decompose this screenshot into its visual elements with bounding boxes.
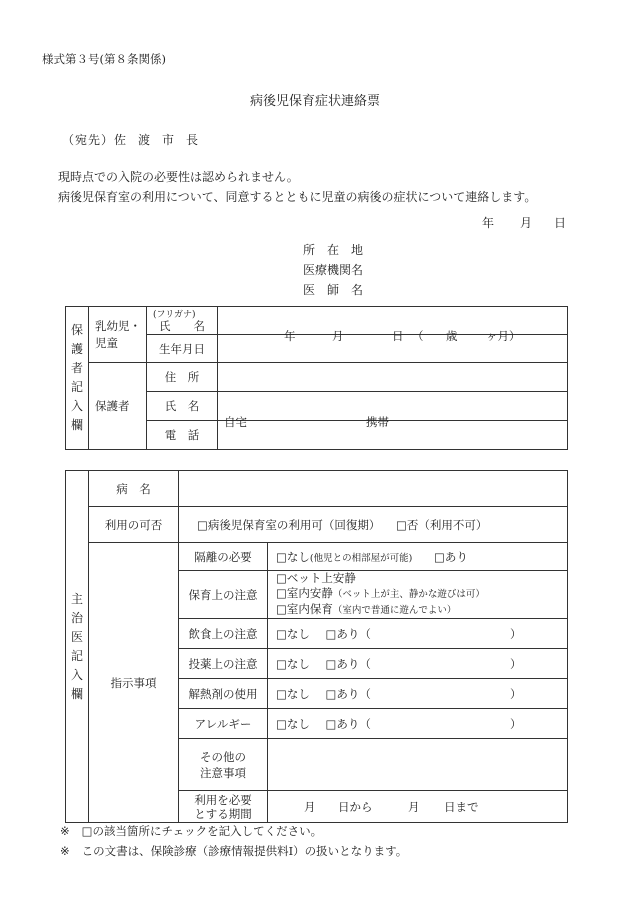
- guardian-name-field[interactable]: [218, 392, 568, 421]
- care-option-bed-rest[interactable]: □ベット上安静: [276, 571, 356, 585]
- care-option-indoor-rest[interactable]: □室内安静（ベット上が主、静かな遊びは可）: [276, 586, 485, 600]
- antipyretic-yes-checkbox[interactable]: □あり（: [325, 686, 371, 701]
- address-field[interactable]: [218, 363, 568, 392]
- isolation-options: [268, 543, 568, 571]
- isolation-label: 隔離の必要: [179, 543, 268, 571]
- addressee-name: 佐渡市長: [114, 133, 211, 147]
- document-title: 病後児保育症状連絡票: [249, 94, 380, 109]
- birthdate-field[interactable]: 年 月 日 （ 歳 ヶ月）: [218, 335, 568, 363]
- usability-ok-checkbox[interactable]: □病後児保育室の利用可（回復期）: [197, 517, 381, 532]
- allergy-none-checkbox[interactable]: □なし: [276, 716, 310, 731]
- diet-none-checkbox[interactable]: □なし: [276, 626, 310, 641]
- address-label: 住 所: [147, 363, 218, 392]
- institution-label: 医療機関名: [303, 263, 364, 277]
- antipyretic-label: 解熱剤の使用: [179, 679, 268, 709]
- form-number: 様式第３号(第８条関係): [42, 52, 166, 66]
- medication-yes-checkbox[interactable]: □あり（: [325, 656, 371, 671]
- other-notes-field[interactable]: [268, 739, 568, 791]
- period-field[interactable]: 月 日から 月 日まで: [268, 791, 568, 823]
- antipyretic-none-checkbox[interactable]: □なし: [276, 686, 310, 701]
- disease-label: 病 名: [89, 471, 179, 507]
- phone-field[interactable]: [218, 415, 568, 450]
- child-label: 乳幼児・児童: [89, 307, 147, 363]
- diet-options: □なし □あり（ ）: [268, 619, 568, 649]
- location-label: 所 在 地: [303, 243, 364, 257]
- allergy-label: アレルギー: [179, 709, 268, 739]
- birthdate-label: 生年月日: [147, 335, 218, 363]
- allergy-options: □なし □あり（ ）: [268, 709, 568, 739]
- other-notes-label: その他の 注意事項: [179, 739, 268, 791]
- medication-none-checkbox[interactable]: □なし: [276, 656, 310, 671]
- isolation-none-checkbox[interactable]: □なし: [276, 549, 310, 564]
- mobile-phone-label: 携帯: [366, 415, 389, 429]
- antipyretic-options: □なし □あり（ ）: [268, 679, 568, 709]
- care-label: 保育上の注意: [179, 571, 268, 619]
- guardian-label: 保護者: [89, 363, 147, 450]
- guardian-section-label: 保 護 者 記 入 欄: [66, 307, 89, 450]
- isolation-none-note: (他児との相部屋が可能): [309, 552, 413, 564]
- medication-label: 投薬上の注意: [179, 649, 268, 679]
- doctor-section-label: 主 治 医 記 入 欄: [66, 471, 89, 823]
- child-name-label: (フリガナ) 氏 名: [147, 307, 218, 335]
- allergy-yes-checkbox[interactable]: □あり（: [325, 716, 371, 731]
- home-phone-label: 自宅: [224, 415, 247, 429]
- issue-date: [482, 214, 566, 231]
- disease-field[interactable]: [179, 471, 568, 507]
- care-options: [268, 571, 568, 619]
- phone-label: 電 話: [147, 421, 218, 450]
- guardian-name-label: 氏 名: [147, 392, 218, 421]
- statement-line-2: 病後児保育室の利用について、同意するとともに児童の病後の症状について連絡します。: [58, 190, 537, 204]
- doctor-table: [65, 470, 568, 823]
- doctor-label: 医 師 名: [303, 283, 364, 297]
- instruction-label: 指示事項: [89, 543, 179, 823]
- usability-label: 利用の可否: [89, 507, 179, 543]
- date-year-label: 年: [482, 216, 495, 230]
- guardian-table: [65, 306, 568, 450]
- date-month-label: 月: [520, 216, 533, 230]
- period-label: 利用を必要 とする期間: [179, 791, 268, 823]
- care-option-indoor-care[interactable]: □室内保育（室内で普通に遊んでよい）: [276, 602, 457, 616]
- diet-label: 飲食上の注意: [179, 619, 268, 649]
- diet-yes-checkbox[interactable]: □あり（: [325, 626, 371, 641]
- usability-options: [179, 507, 568, 543]
- note-2: ※ この文書は、保険診療（診療情報提供料Ⅰ）の扱いとなります。: [60, 844, 408, 858]
- usability-ng-checkbox[interactable]: □否（利用不可）: [396, 517, 488, 532]
- statement-line-1: 現時点での入院の必要性は認められません。: [58, 170, 299, 184]
- date-day-label: 日: [554, 216, 567, 230]
- medication-options: □なし □あり（ ）: [268, 649, 568, 679]
- isolation-yes-checkbox[interactable]: □あり: [433, 549, 468, 564]
- addressee-prefix: （宛先）: [62, 133, 115, 147]
- note-1: ※ □の該当箇所にチェックを記入してください。: [60, 824, 323, 838]
